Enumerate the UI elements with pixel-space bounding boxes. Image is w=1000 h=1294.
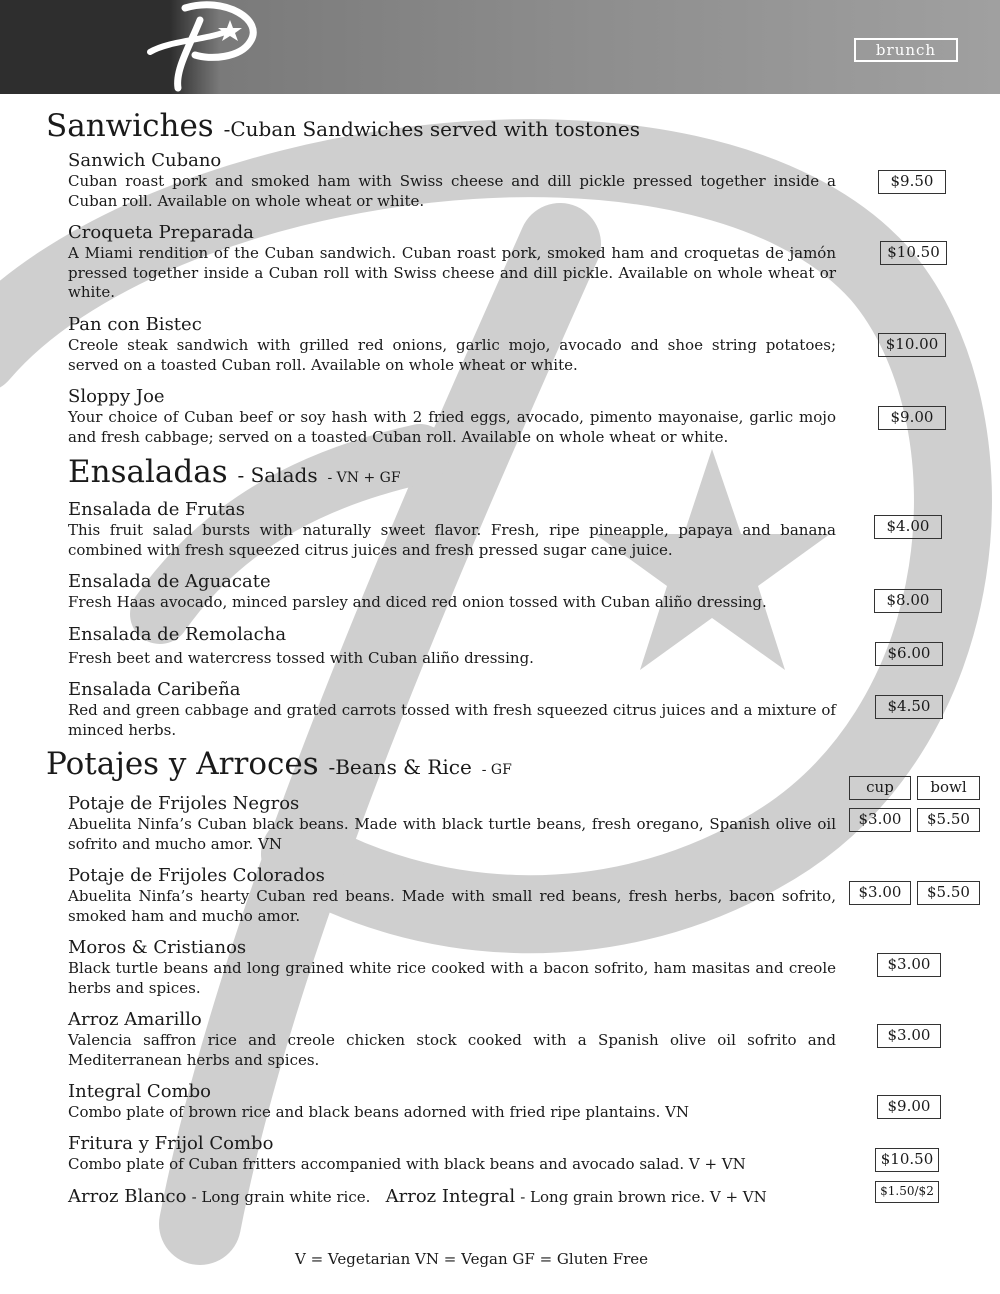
menu-item-name: Integral Combo (68, 1081, 211, 1102)
header-bar (0, 0, 1000, 94)
menu-item-desc: Combo plate of brown rice and black beans adorned with fried ripe plantains. VN (68, 1103, 690, 1121)
price-box: $9.50 (878, 170, 946, 194)
menu-item-desc: Red and green cabbage and grated carrots tossed with fresh squeezed citrus juices and a mixture of minced herbs. (68, 701, 836, 739)
section-title-text: Potajes y Arroces (46, 746, 319, 782)
menu-item-name: Sloppy Joe (68, 386, 165, 407)
menu-item-desc: Creole steak sandwich with grilled red onions, garlic mojo, avocado and shoe string potatoes; served on a toasted Cuban roll. Available on whole wheat or white. (68, 336, 836, 374)
cup-header: cup (849, 776, 911, 800)
price-box: $3.00 (877, 953, 941, 977)
menu-item-name: Ensalada de Frutas (68, 499, 245, 520)
menu-item-name: Ensalada de Remolacha (68, 624, 287, 645)
menu-item-name: Croqueta Preparada (68, 222, 254, 243)
price-box: $10.00 (878, 333, 946, 357)
menu-item-name: Pan con Bistec (68, 314, 202, 335)
logo-icon (130, 0, 270, 94)
price-box: $4.50 (875, 695, 943, 719)
menu-item-name: Fritura y Frijol Combo (68, 1133, 274, 1154)
section-tag: - GF (481, 762, 512, 778)
menu-item-name: Ensalada Caribeña (68, 679, 241, 700)
rice-line (68, 1186, 767, 1207)
menu-item-name: Ensalada de Aguacate (68, 571, 271, 592)
price-box: $10.50 (880, 241, 947, 265)
price-box: $9.00 (878, 406, 946, 430)
menu-item-name: Arroz Amarillo (68, 1009, 202, 1030)
menu-item-desc: This fruit salad bursts with naturally sweet flavor. Fresh, ripe pineapple, papaya and banana combined with fresh squeezed citrus juices and fresh pressed sugar cane juice. (68, 521, 836, 559)
menu-item-desc: - Long grain brown rice. V + VN (520, 1188, 767, 1206)
bowl-price-box: $5.50 (917, 808, 980, 832)
price-box: $3.00 (877, 1024, 941, 1048)
section-title-salads (68, 454, 401, 490)
menu-item-name: Moros & Cristianos (68, 937, 247, 958)
price-box: $1.50/$2 (875, 1181, 939, 1203)
menu-item-desc: Abuelita Ninfa’s Cuban black beans. Made with black turtle beans, fresh oregano, Spanish olive oil sofrito and mucho amor. VN (68, 815, 836, 853)
menu-item-desc: Combo plate of Cuban fritters accompanied with black beans and avocado salad. V + VN (68, 1155, 746, 1173)
menu-item-name: Potaje de Frijoles Negros (68, 793, 300, 814)
section-subtitle: - Salads (237, 463, 318, 487)
section-title-beans (46, 746, 512, 782)
section-title-text: Ensaladas (68, 454, 228, 490)
menu-item-desc: Black turtle beans and long grained white rice cooked with a bacon sofrito, ham masitas and creole herbs and spices. (68, 959, 836, 997)
price-box: $8.00 (874, 589, 942, 613)
price-box: $4.00 (874, 515, 942, 539)
menu-item-desc: Fresh Haas avocado, minced parsley and diced red onion tossed with Cuban aliño dressing. (68, 593, 767, 611)
menu-item-name: Potaje de Frijoles Colorados (68, 865, 325, 886)
price-box: $10.50 (875, 1148, 939, 1172)
menu-item-name: Sanwich Cubano (68, 150, 222, 171)
menu-item-desc: - Long grain white rice. (191, 1188, 371, 1206)
brunch-badge: brunch (854, 38, 958, 62)
cup-price-box: $3.00 (849, 881, 911, 905)
menu-item-desc: Cuban roast pork and smoked ham with Swiss cheese and dill pickle pressed together inside a Cuban roll. Available on whole wheat or white. (68, 172, 836, 210)
section-title-sandwiches (46, 108, 640, 144)
price-box: $6.00 (875, 642, 943, 666)
menu-item-desc: A Miami rendition of the Cuban sandwich. Cuban roast pork, smoked ham and croquetas de jamón pressed together inside a Cuban roll with Swiss cheese and dill pickle. Available on whole wheat or white. (68, 244, 836, 301)
bowl-header: bowl (917, 776, 980, 800)
section-subtitle: -Beans & Rice (328, 755, 472, 779)
cup-price-box: $3.00 (849, 808, 911, 832)
menu-item-desc: Your choice of Cuban beef or soy hash with 2 fried eggs, avocado, pimento mayonaise, garlic mojo and fresh cabbage; served on a toasted Cuban roll. Available on whole wheat or white. (68, 408, 836, 446)
bowl-price-box: $5.50 (917, 881, 980, 905)
price-box: $9.00 (877, 1095, 941, 1119)
menu-item-desc: Abuelita Ninfa’s hearty Cuban red beans. Made with small red beans, fresh herbs, bacon sofrito, smoked ham and mucho amor. (68, 887, 836, 925)
section-title-text: Sanwiches (46, 108, 214, 144)
section-subtitle: -Cuban Sandwiches served with tostones (223, 117, 640, 141)
menu-item-desc: Fresh beet and watercress tossed with Cuban aliño dressing. (68, 649, 534, 667)
dietary-legend: V = Vegetarian VN = Vegan GF = Gluten Free (295, 1250, 649, 1268)
menu-item-name: Arroz Blanco (68, 1186, 187, 1207)
menu-item-desc: Valencia saffron rice and creole chicken stock cooked with a Spanish olive oil sofrito and Mediterranean herbs and spices. (68, 1031, 836, 1069)
menu-item-name: Arroz Integral (385, 1186, 516, 1207)
section-tag: - VN + GF (327, 470, 401, 486)
